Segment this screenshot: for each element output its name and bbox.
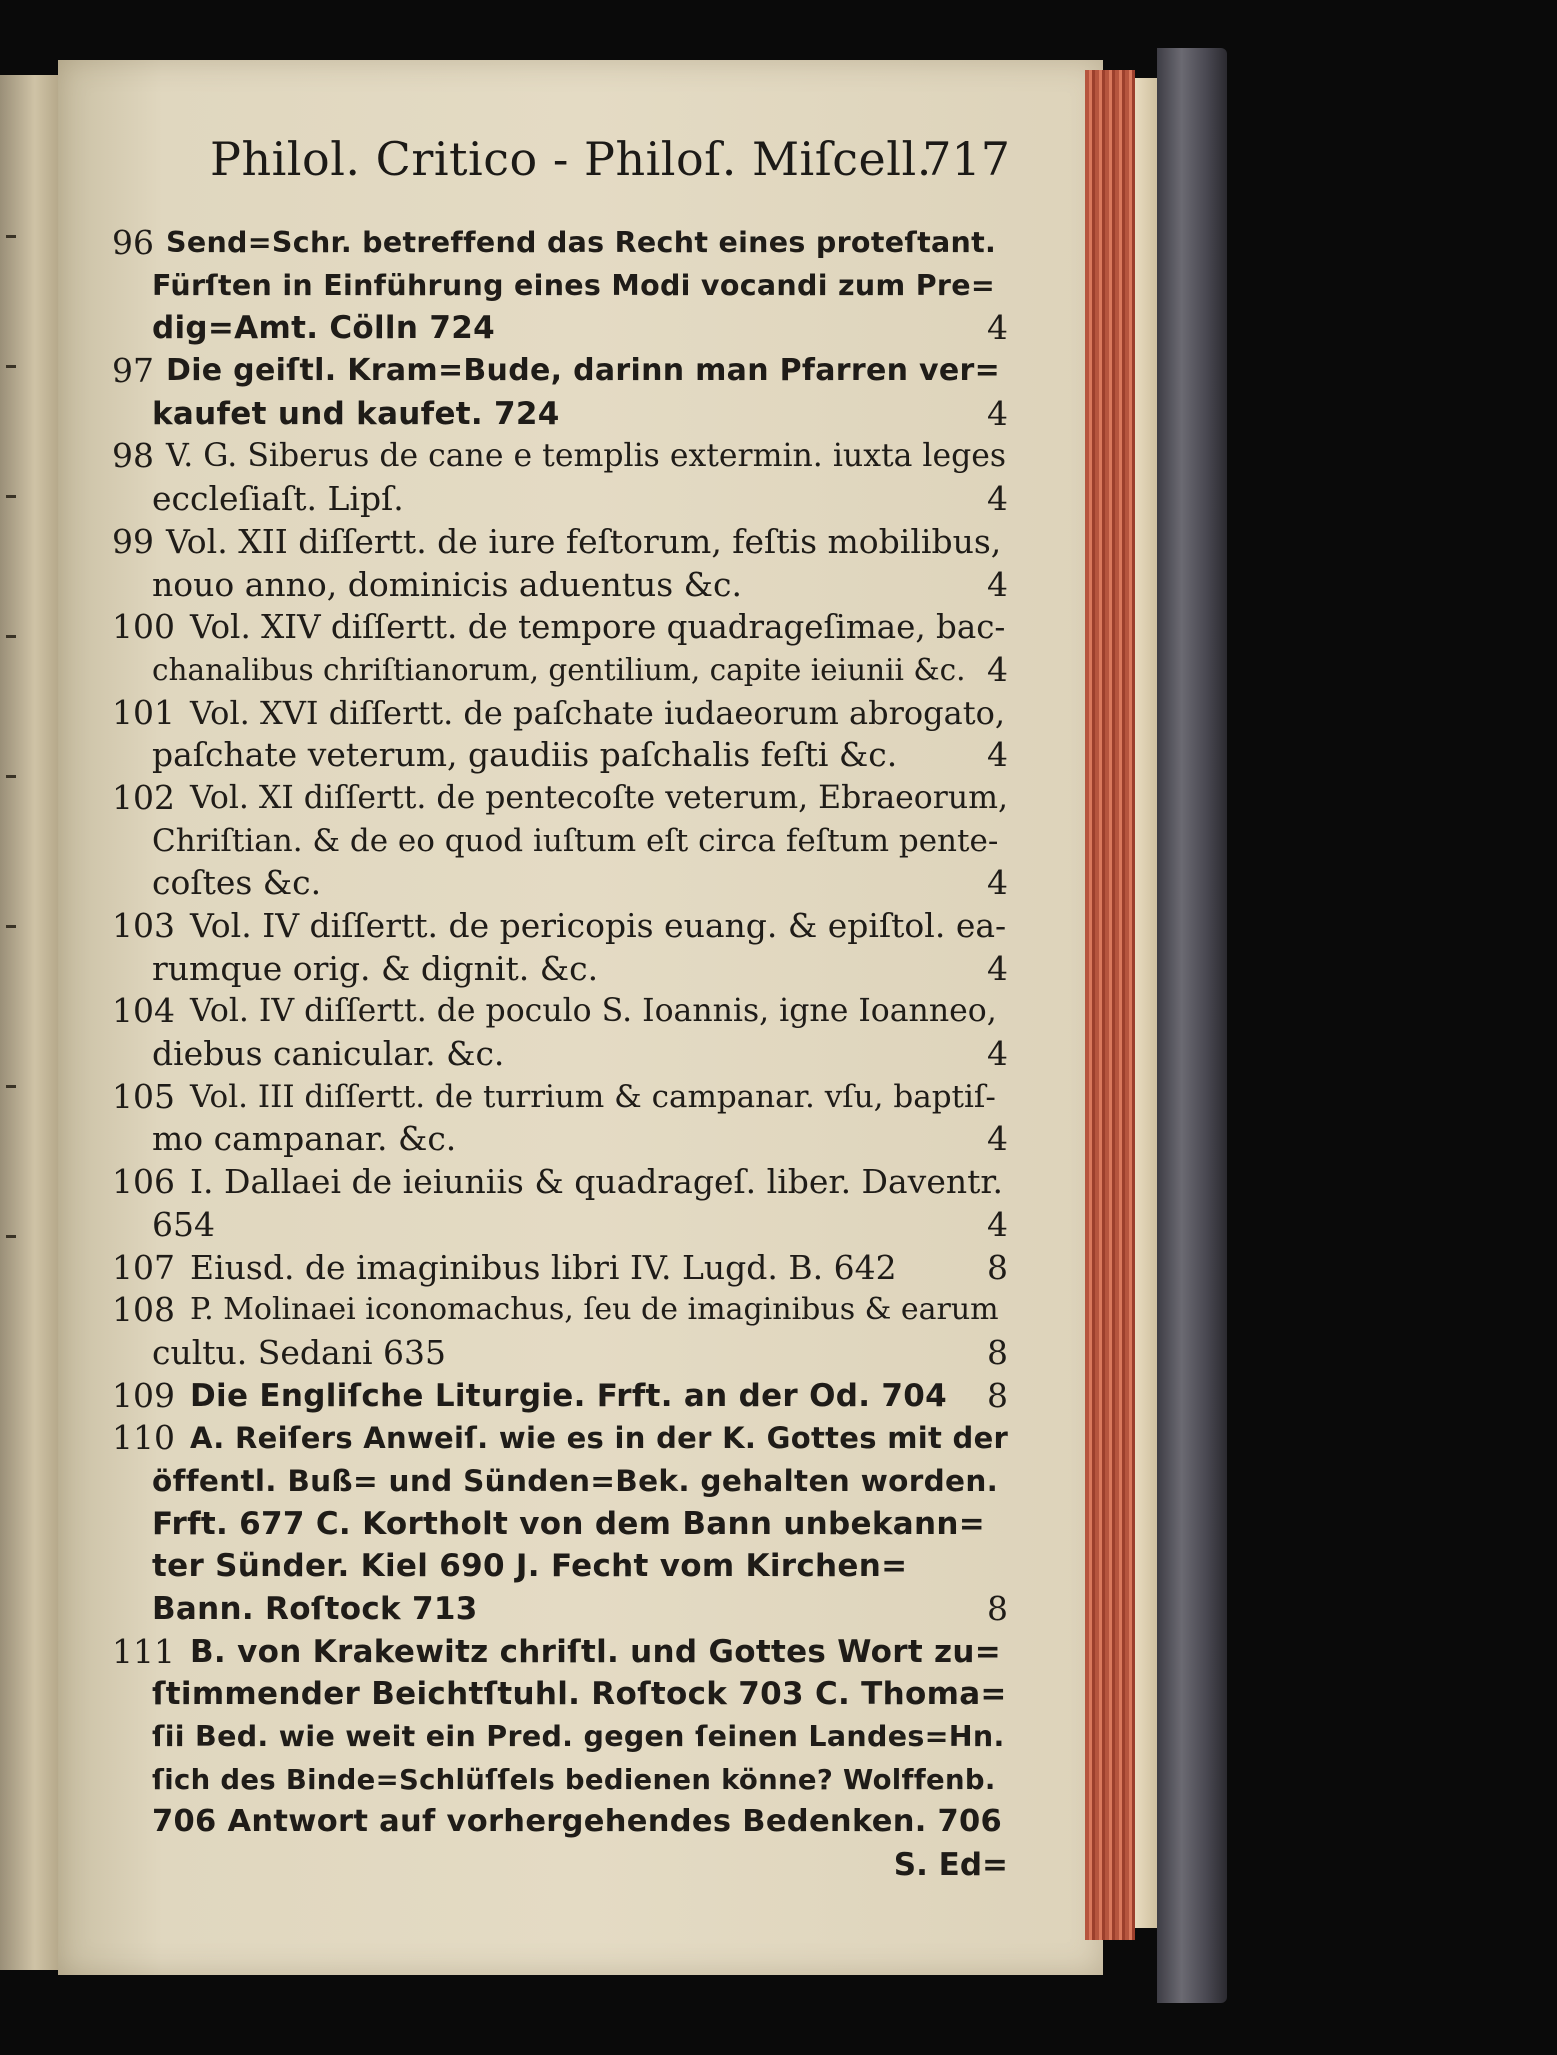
entry-first-line [112, 521, 1008, 564]
entry-number: 108 [112, 1290, 175, 1330]
entry-continuation-line [112, 862, 1008, 905]
entry-text: I. Dallaei de ieiuniis & quadrageſ. liber. Daventr. [190, 1162, 1004, 1202]
entry-continuation-line [112, 478, 1008, 521]
entry-text: kaufet und kaufet. 724 [152, 395, 560, 432]
entry-text: dig=Amt. Cölln 724 [152, 310, 495, 347]
entry-continuation-line [112, 1033, 1008, 1076]
entry-text: Eiusd. de imaginibus libri IV. Lugd. B. 642 [190, 1247, 897, 1287]
entry-price: 8 [987, 1375, 1008, 1415]
entry-text: Vol. XI diſſertt. de pentecoſte veterum, Ebraeorum, [190, 779, 1009, 816]
bleed-mark [6, 1235, 16, 1238]
entry-text: rumque orig. & dignit. &c. [152, 948, 599, 988]
entry-text: Bann. Roſtock 713 [152, 1591, 478, 1627]
entry-price: 8 [987, 1332, 1008, 1372]
bleed-mark [6, 925, 16, 928]
entry-text: 654 [152, 1204, 215, 1244]
entry-text: ſich des Binde=Schlüſſels bedienen könne? Wolffenb. [152, 1763, 996, 1796]
entry-text: P. Molinaei iconomachus, ſeu de imaginibus & earum [190, 1292, 999, 1328]
entry-price: 4 [987, 564, 1008, 604]
facing-page-edge [0, 75, 58, 1970]
entry-number: 104 [112, 991, 175, 1031]
entry-text: V. G. Siberus de cane e templis extermin. iuxta leges [166, 438, 1007, 475]
entry-number: 99 [112, 521, 154, 561]
entry-price: 4 [987, 735, 1008, 775]
bleed-mark [6, 235, 16, 238]
entry-text: Vol. XIV diſſertt. de tempore quadrageſimae, bac- [190, 608, 1006, 647]
entry-continuation-line [112, 1118, 1008, 1161]
entry-number: 96 [112, 223, 154, 262]
entry-continuation-line [112, 948, 1008, 991]
entry-first-line [112, 1375, 1008, 1418]
bleed-mark [6, 495, 16, 498]
entry-text: Fürſten in Einführung eines Modi vocandi zum Pre= [152, 268, 996, 302]
entry-price: 4 [987, 393, 1008, 433]
entry-continuation-line [112, 1716, 1008, 1759]
page-block-edge [1135, 78, 1157, 1928]
entry-first-line [112, 222, 1008, 265]
entry-text: Vol. IV diſſertt. de poculo S. Ioannis, igne Ioanneo, [190, 993, 997, 1030]
entry-text: chanalibus chriſtianorum, gentilium, capite ieiunii &c. [152, 652, 966, 687]
entry-price: 8 [987, 1247, 1008, 1287]
entry-text: Vol. III diſſertt. de turrium & campanar. vſu, baptiſ- [190, 1078, 996, 1115]
entry-first-line [112, 350, 1008, 393]
entry-continuation-line [112, 1545, 1008, 1588]
entry-first-line [112, 1247, 1008, 1290]
bleed-mark [6, 775, 16, 778]
entry-continuation-line [112, 307, 1008, 350]
book-cover [1157, 48, 1227, 2003]
entry-continuation-line [112, 649, 1008, 692]
catalogue-entries [112, 222, 1008, 1887]
entry-first-line [112, 905, 1008, 948]
entry-price: 4 [987, 1034, 1008, 1074]
catchword-line [112, 1844, 1008, 1887]
entry-text: mo campanar. &c. [152, 1119, 457, 1159]
entry-number: 111 [112, 1631, 175, 1671]
entry-price: 4 [987, 863, 1008, 903]
entry-continuation-line [112, 1460, 1008, 1503]
entry-number: 97 [112, 351, 154, 391]
page-fore-edge [1085, 70, 1135, 1940]
entry-number: 98 [112, 436, 154, 476]
bleed-mark [6, 1085, 16, 1088]
entry-first-line [112, 1289, 1008, 1332]
entry-text: Die geiſtl. Kram=Bude, darinn man Pfarren ver= [166, 353, 1001, 389]
entry-continuation-line [112, 265, 1008, 308]
entry-text: ſii Bed. wie weit ein Pred. gegen ſeinen Landes=Hn. [152, 1720, 1005, 1754]
entry-number: 109 [112, 1375, 175, 1415]
entry-text: Die Engliſche Liturgie. Frft. an der Od. 704 [190, 1377, 948, 1414]
entry-first-line [112, 990, 1008, 1033]
entry-text: Vol. XVI diſſertt. de paſchate iudaeorum abrogato, [190, 693, 1006, 732]
entry-price: 4 [987, 308, 1008, 348]
entry-number: 107 [112, 1247, 175, 1287]
entry-price: 4 [987, 1204, 1008, 1244]
entry-continuation-line [112, 393, 1008, 436]
entry-number: 100 [112, 607, 175, 647]
entry-number: 102 [112, 777, 175, 817]
entry-continuation-line [112, 1673, 1008, 1716]
entry-number: 106 [112, 1162, 175, 1202]
entry-price: 4 [987, 479, 1008, 519]
entry-first-line [112, 1417, 1008, 1460]
entry-number: 101 [112, 692, 175, 732]
entry-continuation-line [112, 1503, 1008, 1546]
entry-text: Vol. XII diſſertt. de iure feſtorum, feſtis mobilibus, [166, 521, 1002, 561]
entry-number: 105 [112, 1076, 175, 1116]
entry-continuation-line [112, 1588, 1008, 1631]
entry-text: Send=Schr. betreffend das Recht eines proteſtant. [166, 226, 997, 259]
entry-first-line [112, 1076, 1008, 1119]
entry-continuation-line [112, 820, 1008, 863]
entry-text: Chriſtian. & de eo quod iuſtum eſt circa feſtum pente- [152, 822, 999, 859]
catchword: S. Ed= [893, 1847, 1008, 1884]
entry-text: Frft. 677 C. Kortholt von dem Bann unbekann= [152, 1505, 986, 1542]
entry-first-line [112, 777, 1008, 820]
entry-continuation-line [112, 734, 1008, 777]
entry-continuation-line [112, 1332, 1008, 1375]
entry-text: ter Sünder. Kiel 690 J. Fecht vom Kirchen= [152, 1548, 908, 1585]
entry-number: 103 [112, 906, 175, 945]
entry-price: 4 [987, 948, 1008, 988]
entry-continuation-line [112, 1759, 1008, 1802]
bleed-mark [6, 365, 16, 368]
entry-first-line [112, 1161, 1008, 1204]
entry-text: paſchate veterum, gaudiis paſchalis feſti &c. [152, 735, 898, 775]
entry-text: diebus canicular. &c. [152, 1034, 505, 1074]
running-header [210, 132, 1010, 192]
entry-price: 4 [987, 1119, 1008, 1159]
entry-number: 110 [112, 1418, 175, 1458]
page-number: 717 [922, 132, 1010, 186]
entry-text: A. Reiſers Anweiſ. wie es in der K. Gottes mit der [190, 1421, 1009, 1456]
entry-text: B. von Krakewitz chriſtl. und Gottes Wort zu= [190, 1633, 1002, 1670]
entry-text: coſtes &c. [152, 863, 322, 903]
entry-price: 8 [987, 1589, 1008, 1628]
entry-text: öffentl. Buß= und Sünden=Bek. gehalten worden. [152, 1463, 999, 1498]
entry-text: nouo anno, dominicis aduentus &c. [152, 564, 742, 604]
bleed-mark [6, 635, 16, 638]
entry-continuation-line [112, 564, 1008, 607]
entry-first-line [112, 1631, 1008, 1674]
entry-first-line [112, 606, 1008, 649]
entry-price: 4 [987, 649, 1008, 689]
entry-text: 706 Antwort auf vorhergehendes Bedenken. 706 [152, 1804, 1003, 1840]
entry-text: eccleſiaſt. Lipſ. [152, 479, 404, 519]
entry-continuation-line [112, 1801, 1008, 1844]
entry-first-line [112, 435, 1008, 478]
entry-text: ſtimmender Beichtſtuhl. Roſtock 703 C. Thoma= [152, 1676, 1007, 1713]
entry-text: Vol. IV diſſertt. de pericopis euang. & epiſtol. ea- [190, 906, 1007, 945]
entry-first-line [112, 692, 1008, 735]
entry-text: cultu. Sedani 635 [152, 1332, 447, 1372]
running-title: Philol. Critico - Philoſ. Miſcell. [210, 132, 932, 186]
entry-continuation-line [112, 1204, 1008, 1247]
